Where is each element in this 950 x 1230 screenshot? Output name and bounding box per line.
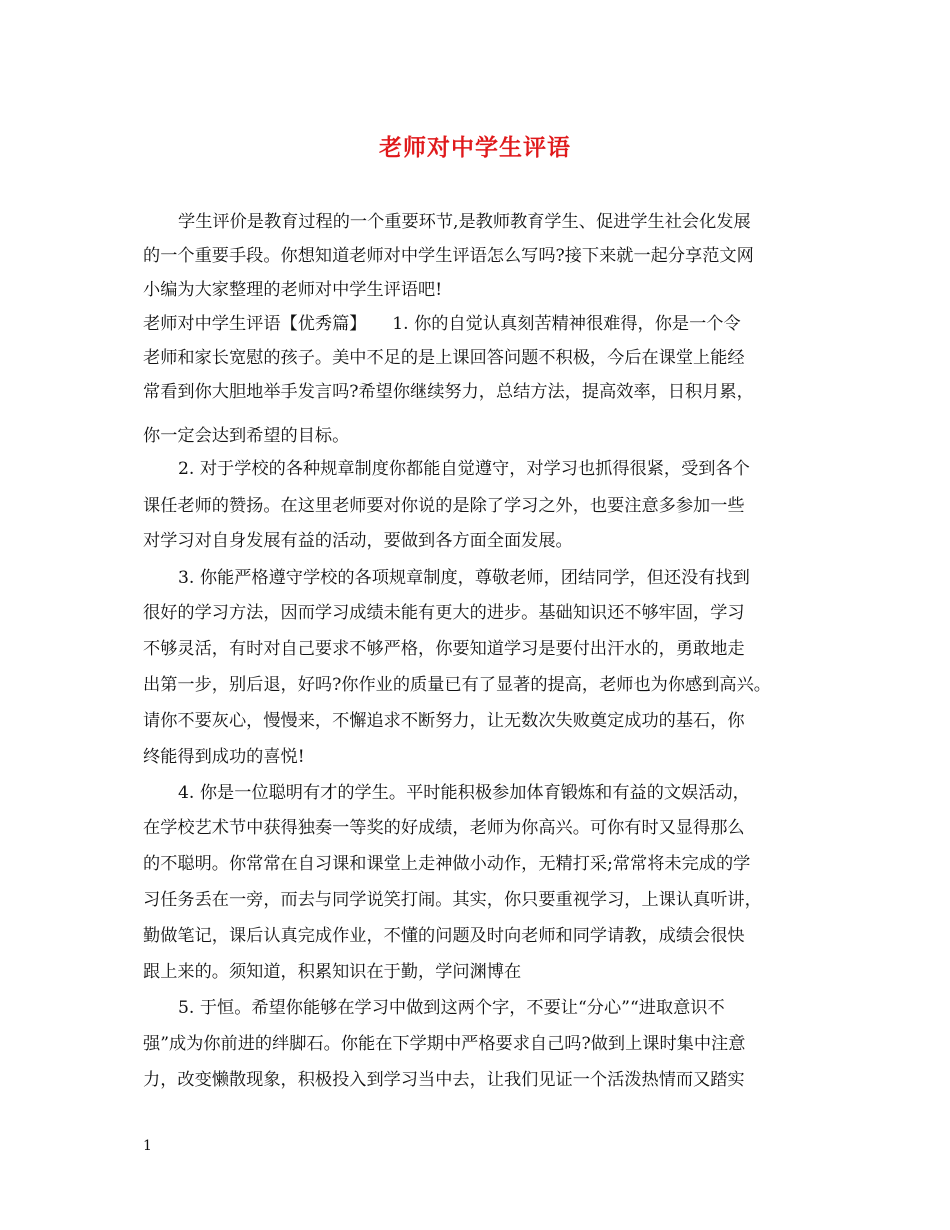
paragraph-line: 3. 你能严格遵守学校的各项规章制度，尊敬老师，团结同学，但还没有找到 <box>178 568 750 588</box>
document-title: 老师对中学生评语 <box>379 134 571 161</box>
paragraph-line: 老师对中学生评语【优秀篇】 1. 你的自觉认真刻苦精神很难得，你是一个令 <box>143 314 741 334</box>
paragraph-line: 终能得到成功的喜悦! <box>143 747 305 767</box>
paragraph-line: 跟上来的。须知道，积累知识在于勤，学问渊博在 <box>143 962 522 982</box>
paragraph-line: 你一定会达到希望的目标。 <box>143 426 350 446</box>
paragraph-line: 习任务丢在一旁，而去与同学说笑打闹。其实，你只要重视学习，上课认真听讲， <box>143 890 762 910</box>
paragraph-line: 很好的学习方法，因而学习成绩未能有更大的进步。基础知识还不够牢固，学习 <box>143 603 745 623</box>
paragraph-line: 的不聪明。你常常在自习课和课堂上走神做小动作，无精打采;常常将未完成的学 <box>143 854 751 874</box>
paragraph-line: 常看到你大胆地举手发言吗?希望你继续努力，总结方法，提高效率，日积月累， <box>143 382 754 402</box>
paragraph-line: 请你不要灰心，慢慢来，不懈追求不断努力，让无数次失败奠定成功的基石，你 <box>143 711 745 731</box>
paragraph-line: 出第一步，别后退，好吗?你作业的质量已有了显著的提高，老师也为你感到高兴。 <box>143 675 771 695</box>
paragraph-line: 老师和家长宽慰的孩子。美中不足的是上课回答问题不积极，今后在课堂上能经 <box>143 348 745 368</box>
paragraph-line: 5. 于恒。希望你能够在学习中做到这两个字，不要让“分心”“进取意识不 <box>178 998 725 1018</box>
paragraph-line: 4. 你是一位聪明有才的学生。平时能积极参加体育锻炼和有益的文娱活动， <box>178 783 750 803</box>
paragraph-line: 课任老师的赞扬。在这里老师要对你说的是除了学习之外，也要注意多参加一些 <box>143 496 745 516</box>
paragraph-line: 勤做笔记，课后认真完成作业，不懂的问题及时向老师和同学请教，成绩会很快 <box>143 926 745 946</box>
paragraph-line: 不够灵活，有时对自己要求不够严格，你要知道学习是要付出汗水的，勇敢地走 <box>143 639 745 659</box>
page-number: 1 <box>143 1138 152 1154</box>
paragraph-line: 的一个重要手段。你想知道老师对中学生评语怎么写吗?接下来就一起分享范文网 <box>143 246 754 266</box>
paragraph-line: 对学习对自身发展有益的活动，要做到各方面全面发展。 <box>143 531 573 551</box>
paragraph-line: 力，改变懒散现象，积极投入到学习当中去，让我们见证一个活泼热情而又踏实 <box>143 1070 745 1090</box>
paragraph-line: 小编为大家整理的老师对中学生评语吧! <box>143 280 443 300</box>
paragraph-line: 在学校艺术节中获得独奏一等奖的好成绩，老师为你高兴。可你有时又显得那么 <box>143 818 745 838</box>
paragraph-line: 2. 对于学校的各种规章制度你都能自觉遵守，对学习也抓得很紧，受到各个 <box>178 459 750 479</box>
paragraph-line: 学生评价是教育过程的一个重要环节,是教师教育学生、促进学生社会化发展 <box>178 212 751 232</box>
paragraph-line: 强”成为你前进的绊脚石。你能在下学期中严格要求自己吗?做到上课时集中注意 <box>143 1034 746 1054</box>
